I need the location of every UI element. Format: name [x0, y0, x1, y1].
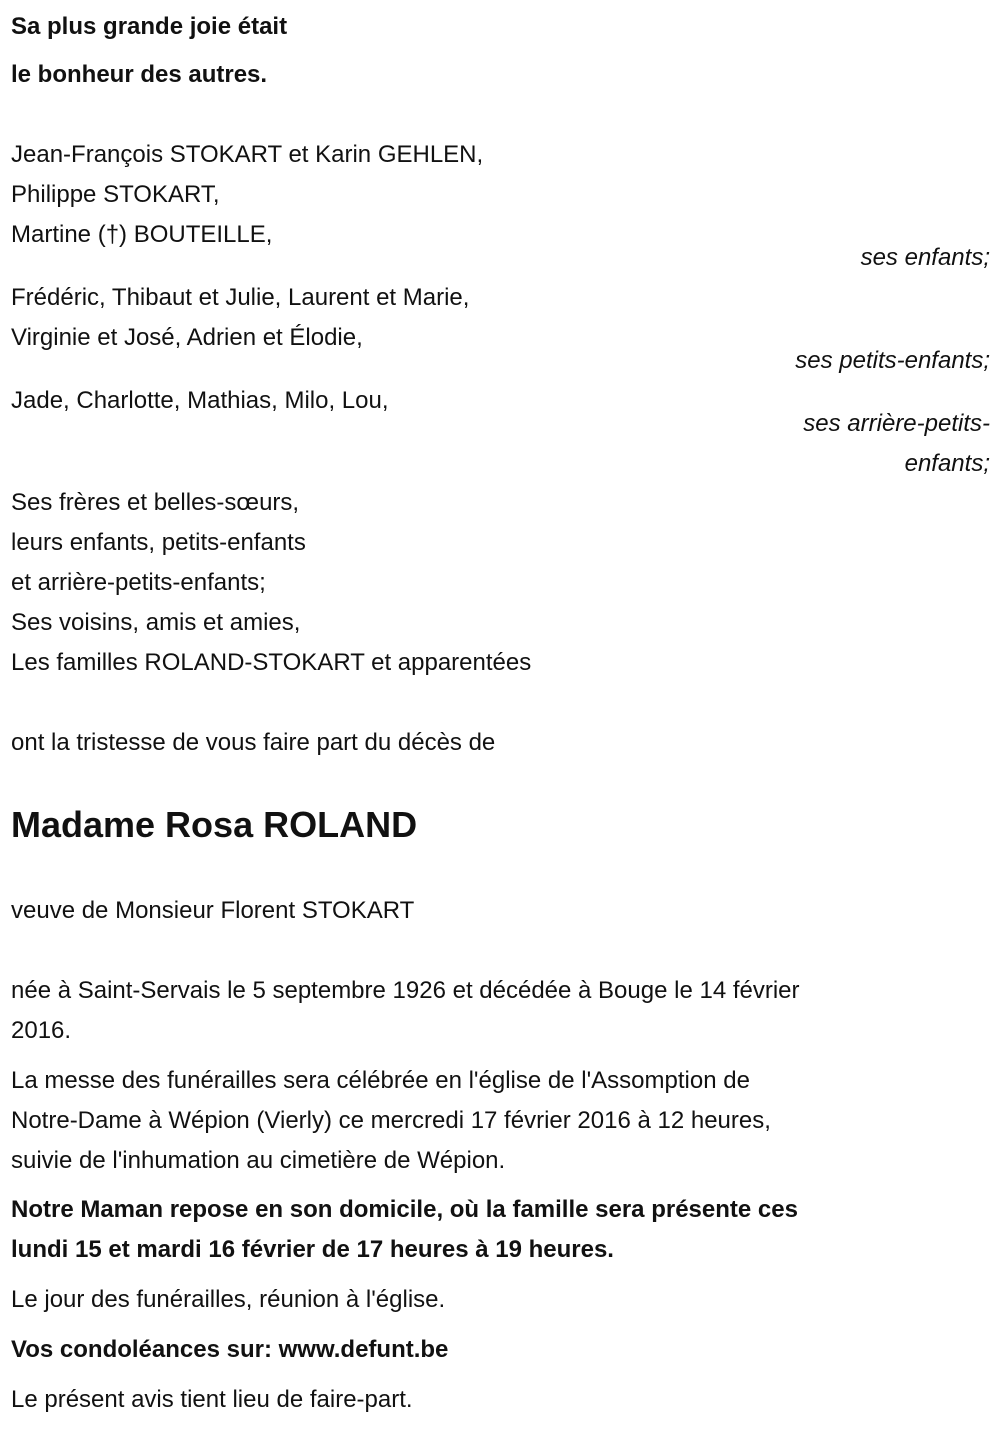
- deceased-name: Madame Rosa ROLAND: [11, 804, 418, 845]
- birth-death: 2016.: [11, 1017, 72, 1044]
- grandchildren-label: ses petits-enfants;: [795, 347, 990, 374]
- visitation-line: Notre Maman repose en son domicile, où la famille sera présente ces: [11, 1196, 798, 1223]
- funeral-line: Notre-Dame à Wépion (Vierly) ce mercredi 17 février 2016 à 12 heures,: [11, 1107, 771, 1134]
- great-grandchildren-label: ses arrière-petits-: [803, 410, 990, 437]
- spouse: veuve de Monsieur Florent STOKART: [11, 897, 415, 924]
- great-grandchildren-line: Jade, Charlotte, Mathias, Milo, Lou,: [11, 387, 389, 414]
- children-line: Martine (†) BOUTEILLE,: [11, 221, 273, 248]
- motto-line: le bonheur des autres.: [11, 61, 268, 88]
- visitation-line: lundi 15 et mardi 16 février de 17 heures à 19 heures.: [11, 1236, 614, 1263]
- children-line: Philippe STOKART,: [11, 181, 220, 208]
- children-label: ses enfants;: [860, 244, 990, 271]
- funeral-line: suivie de l'inhumation au cimetière de Wépion.: [11, 1147, 506, 1174]
- closing: Le présent avis tient lieu de faire-part.: [11, 1386, 413, 1413]
- funeral-line: La messe des funérailles sera célébrée en l'église de l'Assomption de: [11, 1067, 750, 1094]
- meeting: Le jour des funérailles, réunion à l'église.: [11, 1286, 446, 1313]
- announcement: ont la tristesse de vous faire part du décès de: [11, 729, 496, 756]
- others-line: et arrière-petits-enfants;: [11, 569, 266, 596]
- grandchildren-line: Frédéric, Thibaut et Julie, Laurent et Marie,: [11, 284, 470, 311]
- others-line: Les familles ROLAND-STOKART et apparentées: [11, 649, 532, 676]
- condolences: Vos condoléances sur: www.defunt.be: [11, 1336, 449, 1363]
- others-line: Ses voisins, amis et amies,: [11, 609, 301, 636]
- grandchildren-line: Virginie et José, Adrien et Élodie,: [11, 324, 363, 351]
- children-line: Jean-François STOKART et Karin GEHLEN,: [11, 141, 484, 168]
- others-line: leurs enfants, petits-enfants: [11, 529, 306, 556]
- birth-death: née à Saint-Servais le 5 septembre 1926 et décédée à Bouge le 14 février: [11, 977, 800, 1004]
- great-grandchildren-label: enfants;: [904, 450, 990, 477]
- motto-line: Sa plus grande joie était: [11, 13, 288, 40]
- others-line: Ses frères et belles-sœurs,: [11, 489, 300, 516]
